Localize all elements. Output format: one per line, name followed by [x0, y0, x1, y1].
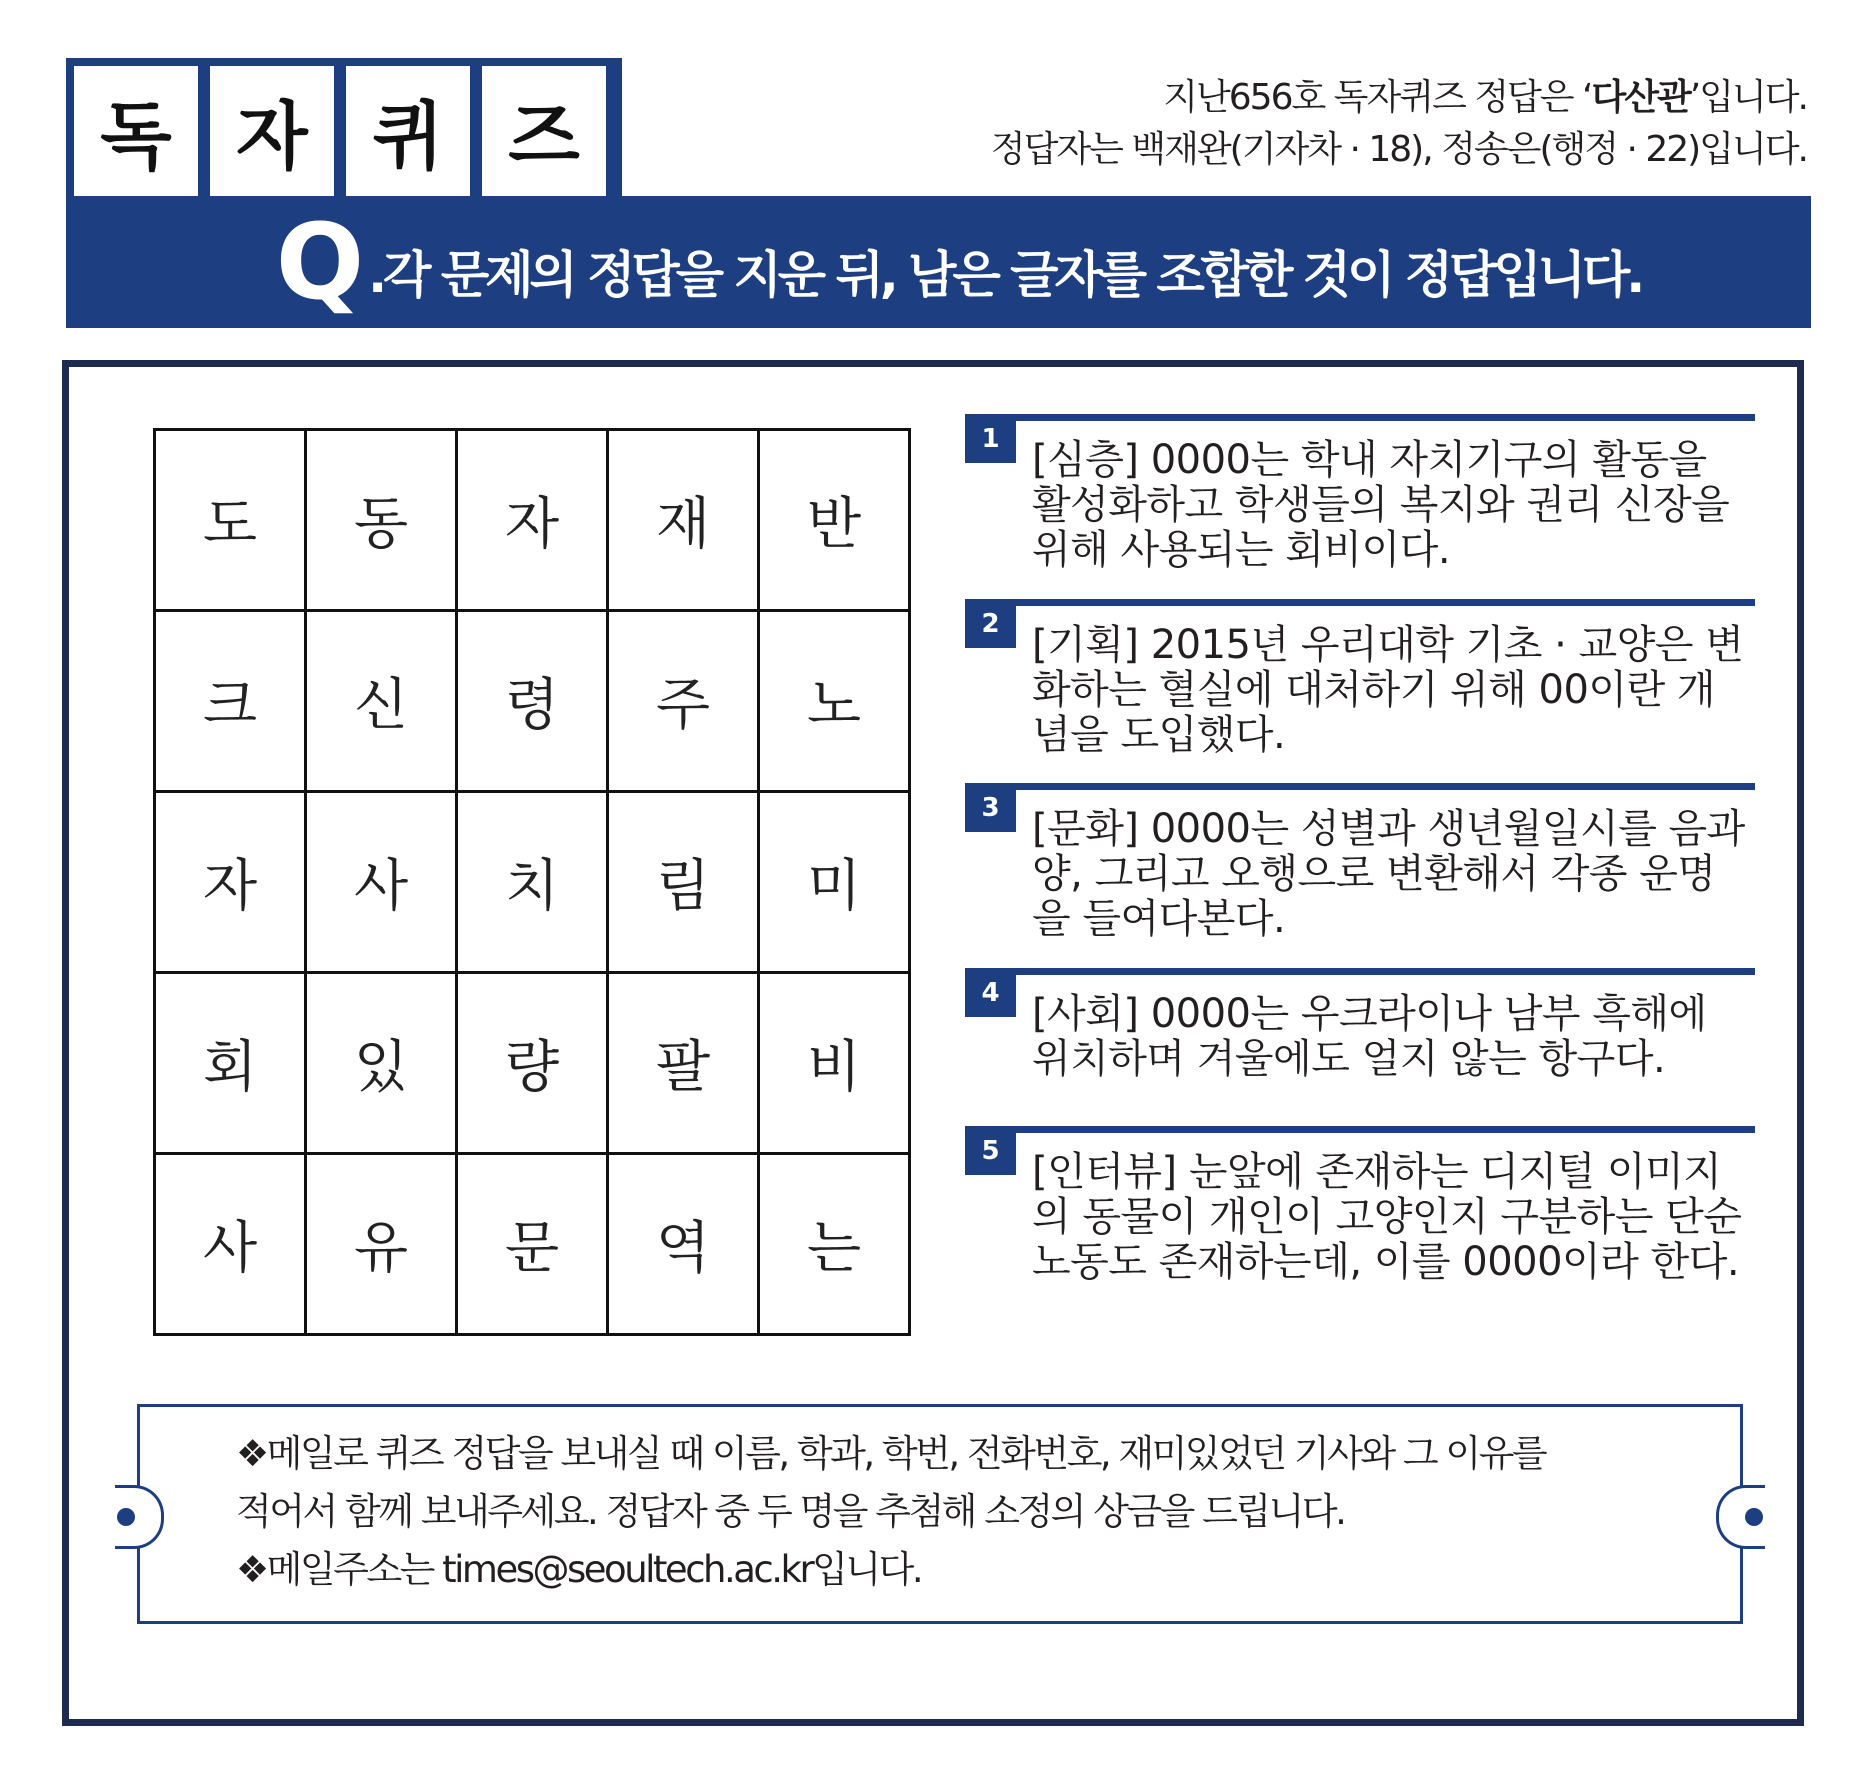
quiz-title: [66, 58, 622, 198]
grid-cell: 노: [759, 611, 910, 792]
clue-rule: [965, 783, 1755, 790]
dot-icon: [1745, 1508, 1763, 1526]
grid-row: [155, 792, 910, 973]
grid-cell: 회: [155, 973, 306, 1154]
clue-number: 2: [965, 599, 1016, 648]
clue-rule: [965, 1126, 1755, 1133]
notice-line: ❖메일로 퀴즈 정답을 보내실 때 이름, 학과, 학번, 전화번호, 재미있었던 기사와 그 이유를: [236, 1432, 1546, 1475]
suffix-text: ’입니다.: [1689, 77, 1807, 118]
previous-answer-word: 다산관: [1591, 77, 1690, 118]
left-notch: [115, 1485, 164, 1549]
clue-number: 1: [965, 414, 1016, 463]
dot-icon: [117, 1508, 135, 1526]
clue-number: 3: [965, 783, 1016, 832]
clue-rule: [965, 968, 1755, 975]
grid-cell: 팔: [608, 973, 759, 1154]
grid-cell: 문: [457, 1154, 608, 1335]
question-label: Q: [275, 201, 365, 323]
title-char: 독: [74, 66, 198, 196]
grid-cell: 반: [759, 430, 910, 611]
grid-cell: 사: [155, 1154, 306, 1335]
grid-cell: 자: [457, 430, 608, 611]
grid-cell: 재: [608, 430, 759, 611]
grid-cell: 령: [457, 611, 608, 792]
clue-text: [심층] 0000는 학내 자치기구의 활동을 활성화하고 학생들의 복지와 권리 신장을 위해 사용되는 회비이다.: [1032, 437, 1730, 573]
grid-cell: 미: [759, 792, 910, 973]
grid-cell: 동: [306, 430, 457, 611]
previous-answer-line2: 정답자는 백재완(기자차 · 18), 정송은(행정 · 22)입니다.: [990, 129, 1807, 170]
grid-cell: 유: [306, 1154, 457, 1335]
clue-number: 5: [965, 1126, 1016, 1175]
question-banner: [66, 196, 1811, 328]
previous-answer-line1: [991, 72, 1807, 124]
grid-cell: 주: [608, 611, 759, 792]
grid-cell: 자: [155, 792, 306, 973]
notice-line: ❖메일주소는 times@seoultech.ac.kr입니다.: [236, 1548, 922, 1591]
clue-rule: [965, 414, 1755, 421]
previous-answer: [991, 72, 1807, 176]
grid-cell: 치: [457, 792, 608, 973]
grid-row: [155, 1154, 910, 1335]
notice-line: 적어서 함께 보내주세요. 정답자 중 두 명을 추첨해 소정의 상금을 드립니다.: [236, 1490, 1345, 1533]
grid-cell: 림: [608, 792, 759, 973]
clue-text: [문화] 0000는 성별과 생년월일시를 음과 양, 그리고 오행으로 변환해서 각종 운명을 들여다본다.: [1032, 806, 1745, 942]
question-text: .각 문제의 정답을 지운 뒤, 남은 글자를 조합한 것이 정답입니다.: [368, 246, 1642, 304]
grid-row: [155, 973, 910, 1154]
clue-rule: [965, 599, 1755, 606]
grid-cell: 량: [457, 973, 608, 1154]
notice-box: [137, 1404, 1743, 1624]
title-char: 퀴: [346, 66, 470, 196]
grid-row: [155, 430, 910, 611]
clue-number: 4: [965, 968, 1016, 1017]
title-char: 자: [210, 66, 334, 196]
notice-text: [236, 1425, 1696, 1599]
prefix-text: 지난656호 독자퀴즈 정답은 ‘: [1163, 77, 1592, 118]
grid-cell: 사: [306, 792, 457, 973]
grid-cell: 크: [155, 611, 306, 792]
title-char: 즈: [482, 66, 606, 196]
clue-text: [기획] 2015년 우리대학 기초 · 교양은 변화하는 혈실에 대처하기 위해 00이란 개념을 도입했다.: [1032, 622, 1744, 758]
grid-cell: 역: [608, 1154, 759, 1335]
right-notch: [1716, 1485, 1765, 1549]
grid-cell: 신: [306, 611, 457, 792]
grid-cell: 비: [759, 973, 910, 1154]
grid-row: [155, 611, 910, 792]
letter-grid: [153, 428, 911, 1336]
grid-cell: 있: [306, 973, 457, 1154]
clue-text: [사회] 0000는 우크라이나 남부 흑해에 위치하며 겨울에도 얼지 않는 항구다.: [1032, 991, 1707, 1082]
grid-cell: 도: [155, 430, 306, 611]
grid-cell: 는: [759, 1154, 910, 1335]
clue-text: [인터뷰] 눈앞에 존재하는 디지털 이미지의 동물이 개인이 고양인지 구분하는 단순 노동도 존재하는데, 이를 0000이라 한다.: [1032, 1149, 1742, 1285]
